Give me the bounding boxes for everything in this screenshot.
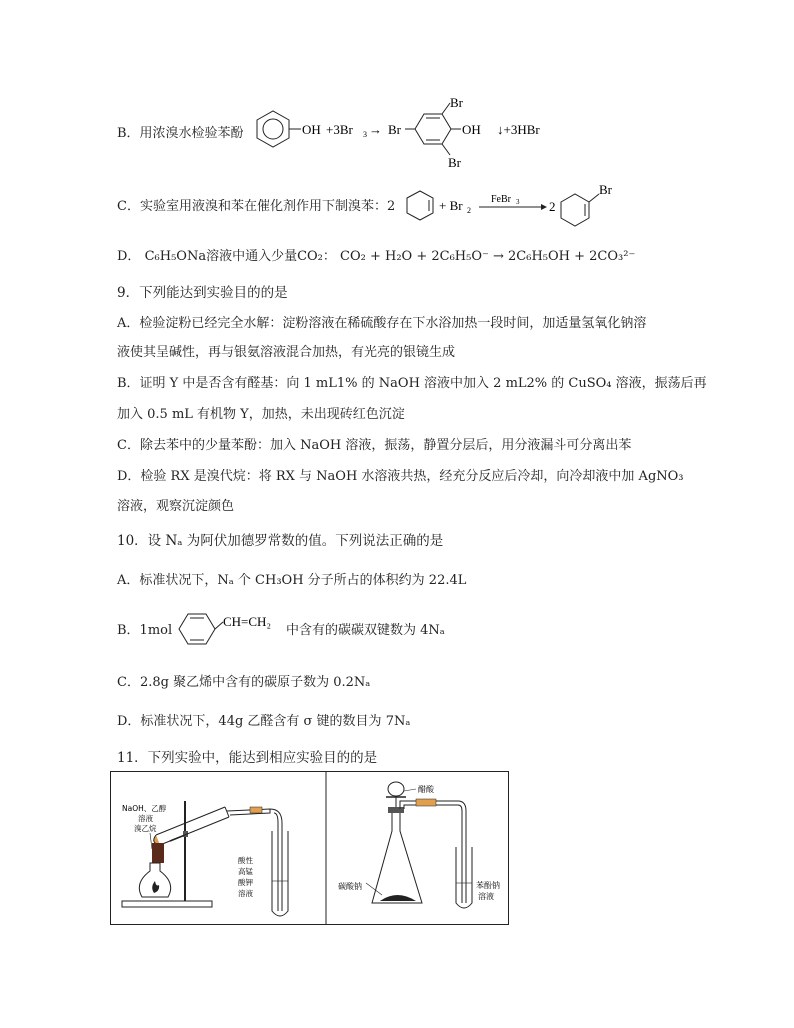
reagent-sub: 3 [363,130,367,139]
tube-label-1: 酸性 [238,856,253,865]
product-br-top: Br [450,95,463,110]
q9-b-line1: B．证明 Y 中是否含有醛基：向 1 mL1% 的 NaOH 溶液中加入 2 mL2% 的 CuSO₄ 溶液，振荡后再 [117,376,707,391]
phenol-ring [257,111,289,147]
bromobenzene-bond [589,194,599,202]
q10-stem: 10．设 Nₐ 为阿伏加德罗常数的值。下列说法正确的是 [117,533,444,549]
right-test-tube [456,847,472,908]
q11-stem: 11．下列实验中，能达到相应实验目的的是 [117,750,378,766]
product-br-bottom: Br [448,155,461,170]
option-d [117,248,635,266]
q9-c-line1: C．除去苯中的少量苯酚：加入 NaOH 溶液，振荡，静置分层后，用分液漏斗可分离出苯 [117,438,632,453]
right-tube-label-2: 溶液 [478,892,494,901]
option-d-label: D． [117,249,141,264]
separatory-funnel [388,782,404,796]
conical-flask [372,813,422,903]
tube-label-3: 酸钾 [238,878,253,887]
q9-b-line2: 加入 0.5 mL 有机物 Y，加热，未出现砖红色沉淀 [117,407,405,422]
tube-label-2: 高锰 [238,867,253,876]
catalyst-label: FeBr [491,194,511,205]
option-d-formula: C₆H₅ONa溶液中通入少量CO₂： [144,249,336,264]
test-tube [272,831,288,916]
reagent-br2-sub: 2 [467,206,471,215]
option-b-label: B．用浓溴水检验苯酚 [117,126,244,141]
q9-a-line2: 液使其呈碱性，再与银氨溶液混合加热，有光亮的银镜生成 [117,345,456,360]
right-rubber-connector [416,799,436,806]
left-label-3: 溴乙烷 [134,824,157,833]
left-label-1: NaOH、乙醇 [122,804,167,813]
product-tail: ↓+3HBr [497,122,540,137]
angled-tube-bottom [160,817,229,845]
q9-d-line2: 溶液，观察沉淀颜色 [117,499,235,514]
label-pointer [150,833,152,849]
tube-label-4: 溶液 [238,889,253,898]
stand-base [122,901,212,907]
catalyst-sub: 3 [516,198,520,206]
q10-b-post: 中含有的碳碳双键数为 4Nₐ [286,623,445,638]
right-salt-label: 碳酸钠 [338,882,362,891]
option-c-label: C．实验室用液溴和苯在催化剂作用下制溴苯：2 [117,199,396,214]
phenol-ring-circle [263,119,283,139]
option-c [117,198,395,216]
q10-b-pre: B．1mol [117,623,173,638]
right-tube-label-1: 苯酚钠 [476,881,500,890]
acid-pointer [404,789,416,791]
product-oh: OH [462,122,481,137]
q10-c: C．2.8g 聚乙烯中含有的碳原子数为 0.2Nₐ [117,675,371,690]
phenol-oh: OH [302,122,321,137]
product-br-left: Br [388,122,401,137]
styrene-group: CH=CH₂ [223,614,271,629]
reagent-br2: + Br [439,198,463,213]
option-d-equation: CO₂ + H₂O + 2C₆H₅O⁻ → 2C₆H₅OH + 2CO₃²⁻ [340,249,636,264]
q11-apparatus-figure [110,771,510,926]
q9-d-line1: D．检验 RX 是溴代烷：将 RX 与 NaOH 水溶液共热，经充分反应后冷却，向冷却液中加 AgNO₃ [117,469,684,484]
reaction-arrow: → [369,122,382,137]
product-coef: 2 [549,199,556,214]
left-label-2: 溶液 [138,814,153,823]
delivery-tube [227,809,270,815]
reagent-br3: +3Br [326,122,353,137]
q9-stem: 9．下列能达到实验目的的是 [117,285,288,301]
option-c-equation [403,180,633,235]
arrow-head-c [541,204,547,210]
q10-d: D．标准状况下，44g 乙醛含有 σ 键的数目为 7Nₐ [117,714,411,729]
styrene-bond [215,622,223,629]
tube-end [225,807,229,817]
q10-a: A．标准状况下，Nₐ 个 CH₃OH 分子所占的体积约为 22.4L [117,573,467,588]
flask-stopper [388,807,404,813]
product-bond-top [442,103,450,114]
angled-tube-top [156,807,225,835]
option-b [117,125,244,143]
rubber-connector [250,807,262,813]
q9-a-line1: A．检验淀粉已经完全水解：淀粉溶液在稀硫酸存在下水浴加热一段时间，加适量氢氧化钠溶 [117,316,647,331]
q10-b [117,622,172,640]
styrene-structure [175,608,295,650]
product-bond-bottom [442,144,450,155]
bromobenzene-br: Br [599,182,612,197]
option-b-equation [245,95,565,170]
tube-contents [152,843,164,863]
right-acid-label: 醋酸 [418,785,434,794]
